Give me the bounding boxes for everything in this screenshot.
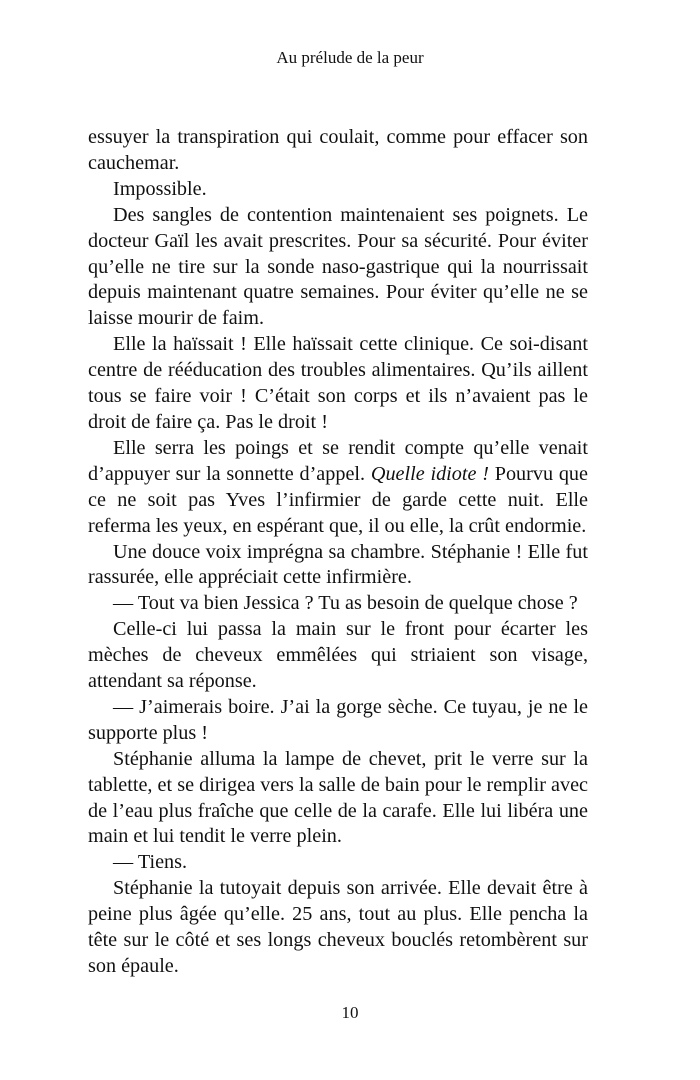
paragraph: Stéphanie alluma la lampe de chevet, prit le verre sur la tablette, et se dirigea vers la salle de bain pour le remplir avec de l’eau plus fraîche que celle de la carafe. Elle lui libéra une main et lui tendit le verre plein. bbox=[88, 747, 588, 848]
paragraph: Une douce voix imprégna sa chambre. Stéphanie ! Elle fut rassurée, elle appréciait cette infirmière. bbox=[88, 540, 588, 589]
paragraph: Des sangles de contention maintenaient ses poignets. Le docteur Gaïl les avait prescrites. Pour sa sécurité. Pour éviter qu’elle ne tire sur la sonde naso-gastrique qui la nourrissait depuis maintenant quatre semaines. Pour éviter qu’elle ne se laisse mourir de faim. bbox=[88, 203, 588, 330]
body-text bbox=[88, 125, 588, 980]
paragraph: Celle-ci lui passa la main sur le front pour écarter les mèches de cheveux emmêlées qui striaient son visage, attendant sa réponse. bbox=[88, 618, 588, 693]
dialogue-line: — Tiens. bbox=[113, 851, 188, 874]
running-head: Au prélude de la peur bbox=[276, 48, 424, 67]
paragraph-text-end: Pourvu que ce ne soit pas Yves l’infirmier de garde cette nuit. Elle referma les yeux, en espérant que, il ou elle, la crût endormie. bbox=[88, 462, 588, 537]
dialogue-line: — J’aimerais boire. J’ai la gorge sèche. Ce tuyau, je ne le supporte plus ! bbox=[88, 695, 588, 744]
paragraph: Impossible. bbox=[113, 177, 207, 200]
paragraph: Stéphanie la tutoyait depuis son arrivée. Elle devait être à peine plus âgée qu’elle. 25 ans, tout au plus. Elle pencha la tête sur le côté et ses longs cheveux bouclés retombèrent sur son épaule. bbox=[88, 877, 588, 977]
italic-phrase: Quelle idiote ! bbox=[370, 462, 489, 485]
paragraph: Elle la haïssait ! Elle haïssait cette clinique. Ce soi-disant centre de rééducation des troubles alimentaires. Qu’ils aillent tous se faire voir ! C’était son corps et ils n’avaient pas le droit de faire ça. Pas le droit ! bbox=[88, 333, 588, 433]
paragraph-text-start: Elle serra les poings et se rendit compte qu’elle venait d’appuyer sur la sonnette d’appel. bbox=[88, 436, 588, 485]
page-number: 10 bbox=[341, 1003, 359, 1022]
dialogue-line: — Tout va bien Jessica ? Tu as besoin de quelque chose ? bbox=[113, 592, 578, 615]
paragraph bbox=[88, 436, 588, 540]
paragraph: essuyer la transpiration qui coulait, comme pour effacer son cauchemar. bbox=[88, 126, 588, 174]
